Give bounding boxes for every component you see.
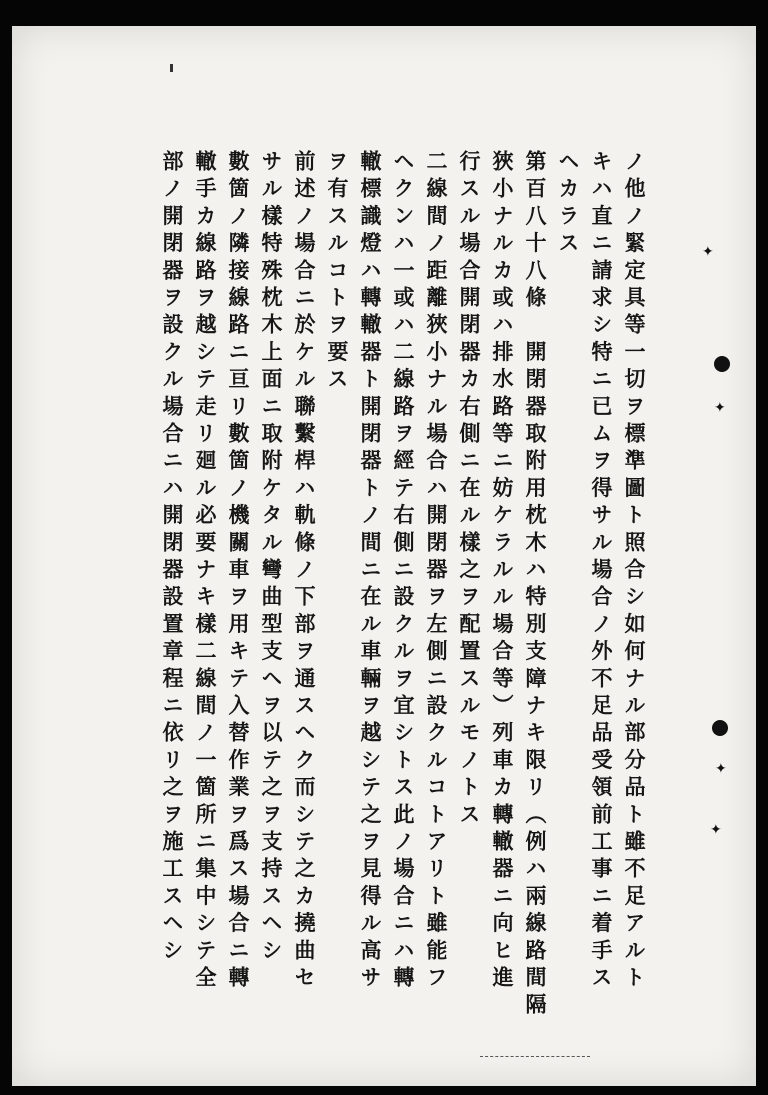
binding-mark: ✦ (714, 400, 726, 416)
text-column: キハ直ニ請求シ特ニ已ムヲ得サル場合ノ外不足品受領前工事ニ着手ス (589, 150, 614, 994)
article-heading-column: 第百八十八條 開閉器取附用枕木ハ特別支障ナキ限リ（例ハ兩線路間隔 (523, 150, 548, 1021)
text-column: サル樣特殊枕木上面ニ取附ケタル彎曲型支ヘヲ以テ之ヲ支持スヘシ (259, 150, 284, 966)
vertical-text-body (90, 150, 650, 1020)
binding-mark: ✦ (715, 761, 727, 777)
text-column: ヘクンハ一或ハ二線路ヲ經テ右側ニ設クルヲ宜シトス此ノ場合ニハ轉 (391, 150, 416, 994)
text-column: 轍標識燈ハ轉轍器ト開閉器トノ間ニ在ル車輛ヲ越シテ之ヲ見得ル高サ (358, 150, 383, 994)
text-column: 部ノ開閉器ヲ設クル場合ニハ開閉器設置章程ニ依リ之ヲ施工スヘシ (160, 150, 185, 966)
text-column: 數箇ノ隣接線路ニ亘リ數箇ノ機關車ヲ用キテ入替作業ヲ爲ス場合ニ轉 (226, 150, 251, 994)
text-column: 轍手カ線路ヲ越シテ走リ廻ル必要ナキ樣二線間ノ一箇所ニ集中シテ全 (193, 150, 218, 994)
binding-mark: ✦ (702, 244, 714, 260)
page-fold-line (480, 1056, 590, 1057)
text-column: 狹小ナルカ或ハ排水路等ニ妨ケラルル場合等）列車カ轉轍器ニ向ヒ進 (490, 150, 515, 994)
binding-mark: ✦ (710, 822, 722, 838)
text-column: ヘカラス (556, 150, 581, 259)
text-column: 行スル場合開閉器カ右側ニ在ル樣之ヲ配置スルモノトス (457, 150, 482, 830)
text-column: ヲ有スルコトヲ要ス (325, 150, 350, 395)
text-column: 前述ノ場合ニ於ケル聯繫桿ハ軌條ノ下部ヲ通スヘク而シテ之カ撓曲セ (292, 150, 317, 994)
margin-mark (170, 64, 173, 72)
text-column: ノ他ノ緊定具等一切ヲ標準圖ト照合シ如何ナル部分品ト雖不足アルト (622, 150, 647, 994)
punch-hole-lower (712, 720, 728, 736)
text-column: 二線間ノ距離狹小ナル場合ハ開閉器ヲ左側ニ設クルコトアリト雖能フ (424, 150, 449, 994)
punch-hole-upper (714, 356, 730, 372)
